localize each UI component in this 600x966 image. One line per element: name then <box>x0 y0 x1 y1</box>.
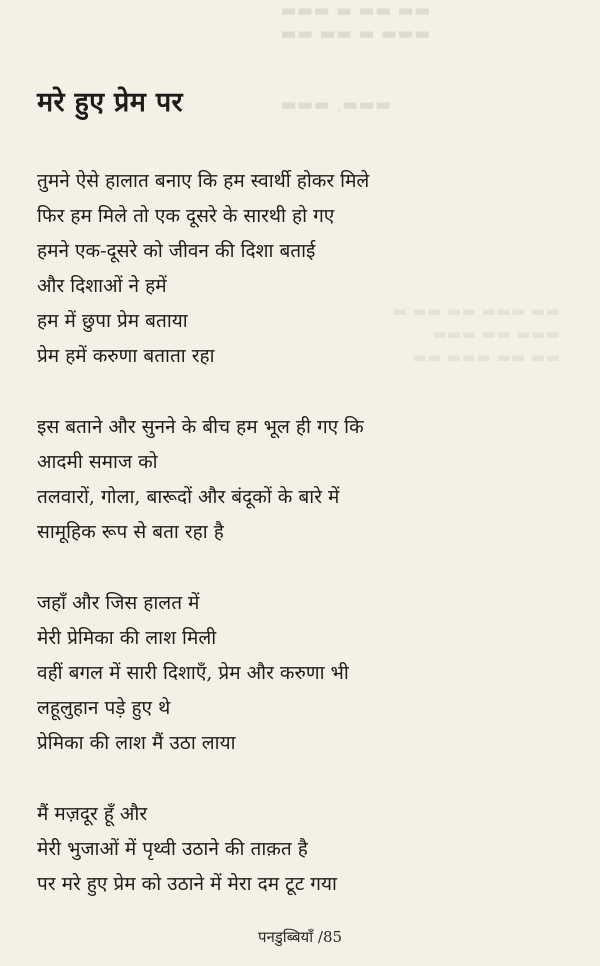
page-footer: पनडुब्बियाँ /85 <box>257 928 343 946</box>
poem-line: मैं मज़दूर हूँ और <box>37 803 148 825</box>
poem-line: मेरी भुजाओं में पृथ्वी उठाने की ताक़त है <box>37 838 308 860</box>
show-through-text-side: ▬▬ ▬▬▬ ▬▬ ▬▬ ▬ ▬▬▬ ▬▬ ▬▬▬ ▬▬ ▬▬ ▬▬▬ ▬▬ <box>392 302 560 366</box>
poem-line: सामूहिक रूप से बता रहा है <box>37 521 224 543</box>
stanza <box>37 164 577 374</box>
poem-line: तलवारों, गोला, बारूदों और बंदूकों के बारे में <box>37 486 340 508</box>
stanza <box>37 410 577 550</box>
poem-line: मेरी प्रेमिका की लाश मिली <box>37 627 217 649</box>
show-through-text: ▬▬ ▬▬ ▬ ▬▬▬ ▬▬▬ ▬ ▬▬ ▬▬ ▬▬▬, ▬▬▬ <box>280 1 431 115</box>
stanza <box>37 797 577 902</box>
poem-title: मरे हुए प्रेम पर <box>37 87 183 118</box>
poem-body <box>37 164 577 938</box>
poem-line: हम में छुपा प्रेम बताया <box>37 310 188 332</box>
poem-line: लहूलुहान पड़े हुए थे <box>37 697 171 719</box>
poem-line: तुमने ऐसे हालात बनाए कि हम स्वार्थी होकर मिले <box>37 170 370 192</box>
poem-line: प्रेमिका की लाश मैं उठा लाया <box>37 732 236 754</box>
poem-line: वहीं बगल में सारी दिशाएँ, प्रेम और करुणा भी <box>37 662 349 684</box>
poem-line: आदमी समाज को <box>37 451 158 473</box>
poem-line: हमने एक-दूसरे को जीवन की दिशा बताई <box>37 240 316 262</box>
poem-line: जहाँ और जिस हालत में <box>37 592 200 614</box>
poem-line: प्रेम हमें करुणा बताता रहा <box>37 345 215 367</box>
stanza <box>37 586 577 761</box>
poem-line: इस बताने और सुनने के बीच हम भूल ही गए कि <box>37 416 364 438</box>
poem-line: पर मरे हुए प्रेम को उठाने में मेरा दम टूट गया <box>37 873 337 895</box>
poem-line: फिर हम मिले तो एक दूसरे के सारथी हो गए <box>37 205 335 227</box>
poem-line: और दिशाओं ने हमें <box>37 275 167 297</box>
